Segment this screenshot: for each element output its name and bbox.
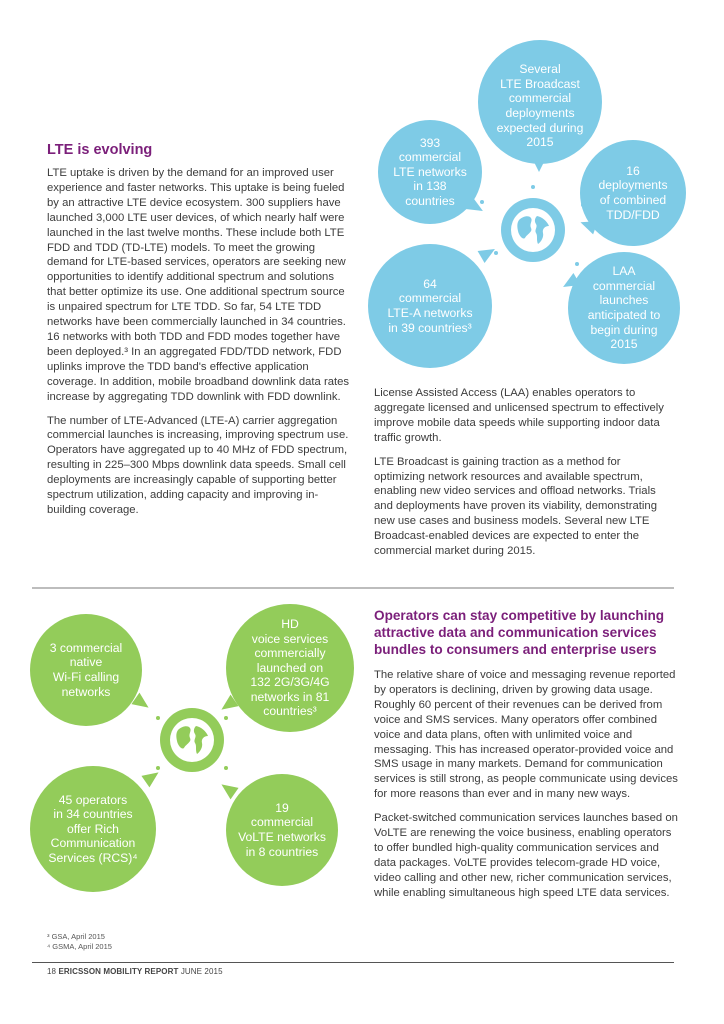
bubble-wifi-calling: 3 commercial native Wi-Fi calling networks: [30, 614, 142, 726]
connector-dot: [575, 262, 579, 266]
lte-infographic: [360, 40, 724, 380]
bubble-hd-voice: HD voice services commercially launched on 132 2G/3G/4G networks in 81 countries³: [226, 604, 354, 732]
connector-dot: [224, 766, 228, 770]
section-heading-lte: LTE is evolving: [47, 142, 153, 158]
paragraph: The relative share of voice and messaging revenue reported by operators is declining, driven by growing data usage. Roughly 60 percent of their revenues can be derived from voice and SMS services. Many operators offer combined voice and data plans, often with unlimited voice and messaging. This has increased operator-provided voice and SMS usage in many markets. Demand for communication services is still strong, as people communicate using devices for more reasons than ever and in many new ways.: [374, 669, 678, 801]
bubble-lte-broadcast: Several LTE Broadcast commercial deployments expected during 2015: [478, 40, 602, 164]
footnote: ³ GSA, April 2015: [47, 932, 105, 941]
globe-icon: [168, 716, 216, 764]
report-date: JUNE 2015: [180, 967, 223, 976]
bubble-tail: [478, 243, 499, 263]
report-title: ERICSSON MOBILITY REPORT: [58, 967, 179, 976]
paragraph: LTE Broadcast is gaining traction as a method for optimizing network resources and available spectrum, enabling new video services and offload networks. Trials and deployments have proven its viability, demonstrating new use cases and business models. Several new LTE Broadcast-enabled devices are expected to enter the commercial market during 2015.: [374, 455, 657, 558]
bubble-rcs: 45 operators in 34 countries offer Rich Communication Services (RCS)⁴: [30, 766, 156, 892]
footnotes: [47, 932, 112, 952]
section-heading-operators: Operators can stay competitive by launching attractive data and communication services bundles to consumers and enterprise users: [374, 608, 665, 657]
globe-icon: [509, 206, 557, 254]
paragraph: License Assisted Access (LAA) enables operators to aggregate licensed and unlicensed spectrum to effectively improve mobile data speeds while supporting indoor data traffic growth.: [374, 387, 664, 444]
bubble-lte-a: 64 commercial LTE-A networks in 39 countries³: [368, 244, 492, 368]
bubble-volte: 19 commercial VoLTE networks in 8 countries: [226, 774, 338, 886]
operators-body: [374, 668, 678, 901]
lte-body-right: [374, 386, 674, 559]
bubble-tdd-fdd: 16 deployments of combined TDD/FDD: [580, 140, 686, 246]
communication-infographic: [30, 604, 360, 894]
paragraph: Packet-switched communication services launches based on VoLTE are renewing the voice business, enabling operators to offer bundled high-quality communication services and data packages. VoLTE provides telecom-grade HD voice, video calling and other new, richer communication services, while enabling simultaneous high speed LTE data services.: [374, 812, 678, 899]
footer-rule: [32, 962, 674, 963]
bubble-tail: [532, 158, 546, 172]
page-number: 18: [47, 967, 57, 976]
bubble-laa: LAA commercial launches anticipated to begin during 2015: [568, 252, 680, 364]
section-divider: [32, 587, 674, 589]
connector-dot: [224, 716, 228, 720]
paragraph: The number of LTE-Advanced (LTE-A) carrier aggregation commercial launches is increasing, improving spectrum use. Operators have aggregated up to 40 MHz of FDD spectrum, resulting in 225–300 Mbps downlink data speeds. Small cell deployments are increasingly capable of supporting better spectrum utilization, adding capacity and improving in-building coverage.: [47, 414, 349, 516]
lte-body-left: [47, 166, 353, 518]
bubble-tail: [141, 767, 162, 788]
paragraph: LTE uptake is driven by the demand for an improved user experience and faster networks. This uptake is being fueled by an attractive LTE device ecosystem. 300 suppliers have launched 3,000 LTE user devices, of which nearly half were launched in the last twelve months. These include both LTE FDD and TDD (TD-LTE) models. To meet the growing demand for LTE-based services, operators are seeking new opportunities to identify additional spectrum and solutions that better optimize its use. One additional spectrum source is unpaired spectrum for LTE TDD. So far, 54 LTE TDD networks have been commercially launched in 34 countries. 16 networks with both TDD and FDD modes together have been deployed.³ In an aggregated FDD/TDD network, FDD uplinks improve the TDD band's effective application coverage. In addition, mobile broadband downlink data rates increase by aggregating TDD downlink with FDD downlink.: [47, 167, 350, 403]
footnote: ⁴ GSMA, April 2015: [47, 942, 112, 951]
bubble-tail: [217, 779, 238, 800]
connector-dot: [531, 185, 535, 189]
bubble-lte-networks: 393 commercial LTE networks in 138 countries: [378, 120, 482, 224]
page-footer: [47, 967, 223, 976]
connector-dot: [156, 716, 160, 720]
